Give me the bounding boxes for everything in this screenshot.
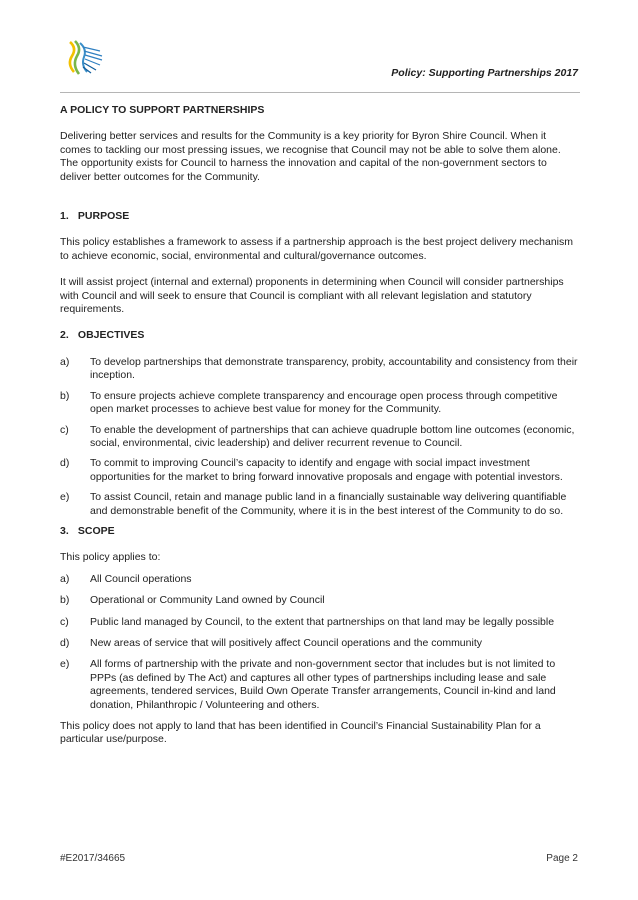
list-marker: c) <box>60 615 69 628</box>
council-logo <box>62 38 104 80</box>
header-divider <box>60 92 580 93</box>
intro-paragraph: Delivering better services and results for the Community is a key priority for Byron Shire Council. When it comes to tackling our most pressing issues, we recognise that Council may not be able to solve them alone. The opportunity exists for Council to harness the innovation and capital of the non-government sectors to deliver better outcomes for the Community. <box>60 130 561 183</box>
list-marker: e) <box>60 491 70 504</box>
objectives-heading-text: OBJECTIVES <box>77 329 145 342</box>
list-item-text: Public land managed by Council, to the extent that partnerships on that land may be legally possible <box>90 615 555 628</box>
list-marker: a) <box>60 355 70 368</box>
purpose-paragraph-2: It will assist project (internal and external) proponents in determining when Council will consider partnerships with Council and will seek to ensure that Council is compliant with all relevant legislation and statutory requirements. <box>60 276 564 316</box>
list-item <box>60 491 578 518</box>
objectives-list <box>60 356 578 518</box>
list-item-text: To ensure projects achieve complete transparency and encourage open process through competitive open market processes to achieve best value for money for the Community. <box>90 389 558 416</box>
list-marker: d) <box>60 636 70 649</box>
list-item-text: New areas of service that will positively affect Council operations and the community <box>90 636 482 649</box>
list-item <box>60 424 578 451</box>
objectives-number: 2. <box>60 329 69 342</box>
list-item-text: All forms of partnership with the private and non-government sector that includes but is not limited to PPPs (as defined by The Act) and captures all other types of partnerships including lease and sale agreements, tendered services, Build Own Operate Transfer arrangements, Council in-kind and land donation, Philanthropic / Volunteering and others. <box>90 658 556 711</box>
list-item <box>60 573 578 586</box>
list-item <box>60 390 578 417</box>
list-item <box>60 457 578 484</box>
purpose-paragraph-1: This policy establishes a framework to assess if a partnership approach is the best project delivery mechanism to achieve economic, social, environmental and cultural/governance outcomes. <box>60 236 573 262</box>
page-number: Page 2 <box>546 853 578 864</box>
list-marker: d) <box>60 457 70 470</box>
objectives-heading <box>60 329 578 342</box>
list-item-text: All Council operations <box>90 572 192 585</box>
list-marker: a) <box>60 572 70 585</box>
scope-heading-text: SCOPE <box>77 524 115 537</box>
scope-closing: This policy does not apply to land that has been identified in Council’s Financial Sustainability Plan for a particular use/purpose. <box>60 720 541 746</box>
list-item <box>60 594 578 607</box>
list-marker: b) <box>60 594 70 607</box>
header-title: Policy: Supporting Partnerships 2017 <box>391 67 578 79</box>
list-item <box>60 356 578 383</box>
list-item <box>60 616 578 629</box>
list-item-text: To enable the development of partnerships that can achieve quadruple bottom line outcomes (economic, social, environmental, civic leadership) and deliver recurrent revenue to Council. <box>90 423 575 449</box>
document-reference: #E2017/34665 <box>60 853 126 864</box>
list-item <box>60 637 578 650</box>
scope-lead: This policy applies to: <box>60 551 161 564</box>
scope-list <box>60 573 578 712</box>
list-item <box>60 658 578 712</box>
list-marker: e) <box>60 658 70 671</box>
list-item-text: To assist Council, retain and manage public land in a financially sustainable way delivering quantifiable and demonstrable benefit of the Community, where it is in the best interest of the Community to do so. <box>90 491 567 517</box>
purpose-heading <box>60 210 578 223</box>
purpose-number: 1. <box>60 210 69 223</box>
purpose-heading-text: PURPOSE <box>77 210 130 223</box>
list-item-text: To develop partnerships that demonstrate transparency, probity, accountability and consistency from their inception. <box>90 355 578 382</box>
list-marker: c) <box>60 423 69 436</box>
document-body <box>60 104 578 747</box>
list-item-text: Operational or Community Land owned by Council <box>90 594 325 607</box>
list-item-text: To commit to improving Council’s capacity to identify and engage with social impact investment opportunities for the market to bring forward innovative proposals and engage with potential investors. <box>90 457 563 483</box>
scope-heading <box>60 525 578 538</box>
list-marker: b) <box>60 389 70 402</box>
scope-number: 3. <box>60 524 69 537</box>
document-title: A POLICY TO SUPPORT PARTNERSHIPS <box>60 104 265 116</box>
